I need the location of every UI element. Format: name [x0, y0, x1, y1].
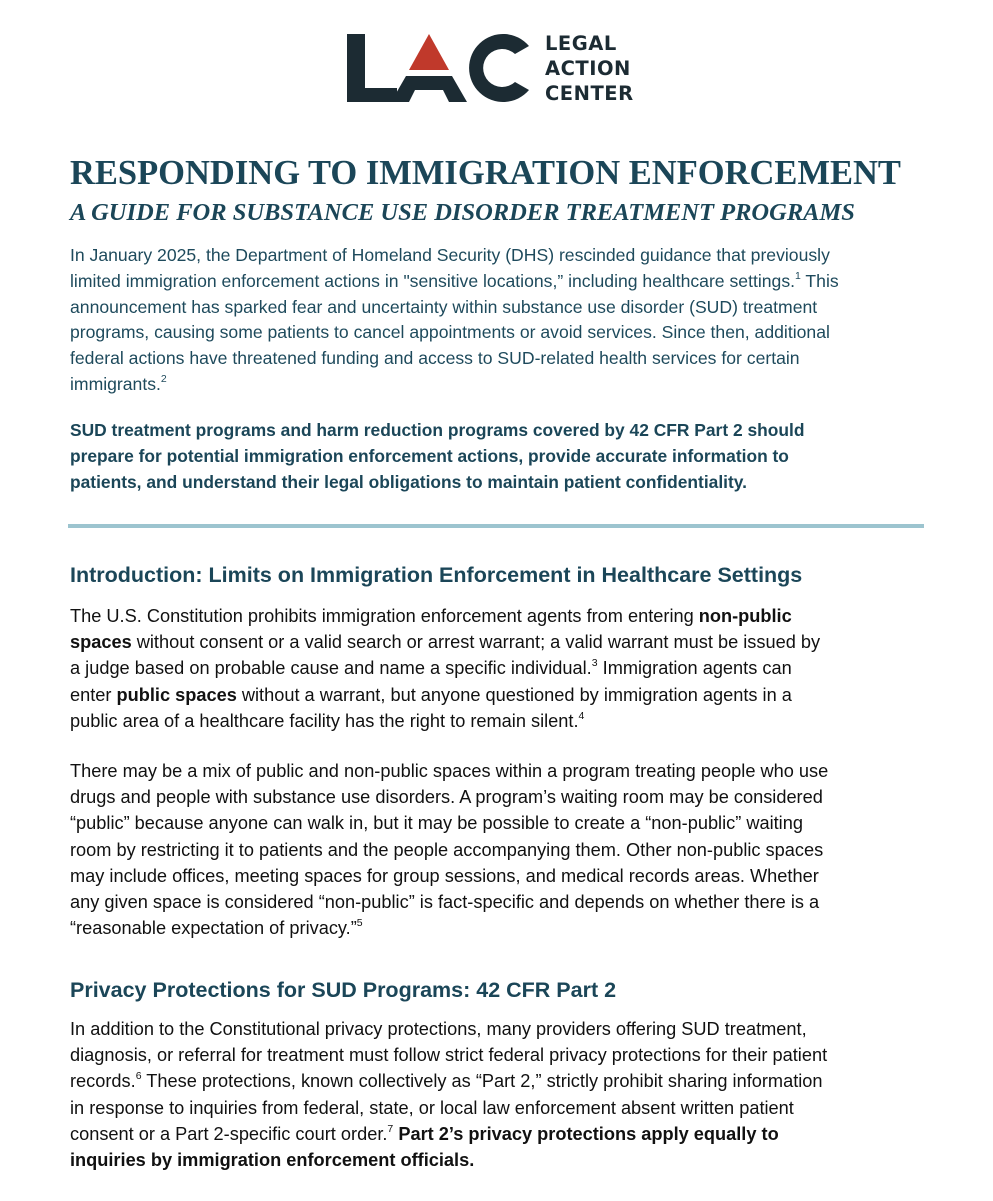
text-line: announcement has sparked fear and uncertainty within substance use disorder (SUD) treatment	[70, 296, 818, 317]
intro-paragraph	[70, 243, 940, 398]
logo-text-line: CENTER	[545, 81, 634, 105]
text-line: may include offices, meeting spaces for group sessions, and medical records areas. Whether	[70, 865, 819, 886]
text-line: drugs and people with substance use disorders. A program’s waiting room may be considered	[70, 787, 823, 808]
text-line: programs, causing some patients to cancel appointments or avoid services. Since then, additional	[70, 322, 830, 343]
text-line: public area of a healthcare facility has the right to remain silent.$^4$	[70, 709, 585, 731]
text-line: room by restricting it to patients and the people accompanying them. Other non-public spaces	[70, 839, 824, 860]
text-line: spaces without consent or a valid search or arrest warrant; a valid warrant must be issued by	[70, 632, 821, 653]
footnote-ref-2[interactable]: 2	[160, 373, 167, 386]
text-line: prepare for potential immigration enforcement actions, provide accurate information to	[70, 445, 789, 466]
text-line: There may be a mix of public and non-public spaces within a program treating people who use	[70, 761, 829, 781]
text-line: inquiries by immigration enforcement officials.	[70, 1150, 475, 1171]
section-heading-privacy: Privacy Protections for SUD Programs: 42 CFR Part 2	[70, 978, 617, 1002]
text-line: diagnosis, or referral for treatment must follow strict federal privacy protections for their patient	[70, 1045, 828, 1066]
privacy-paragraph-1	[70, 1016, 940, 1173]
text-line: “public” because anyone can walk in, but it may be possible to create a “non-public” waiting	[70, 813, 803, 834]
text-line: consent or a Part 2-specific court order.$^7$ Part 2’s privacy protections apply equally to	[70, 1122, 779, 1144]
footnote-ref-1[interactable]: 1	[795, 269, 801, 282]
text-line: immigrants.$^2$	[70, 373, 167, 394]
footnote-ref-7[interactable]: 7	[387, 1122, 394, 1135]
text-line: “reasonable expectation of privacy.”$^5$	[70, 917, 363, 939]
introduction-paragraph-1	[70, 603, 940, 734]
text-line: SUD treatment programs and harm reduction programs covered by 42 CFR Part 2 should	[70, 420, 805, 440]
text-line: The U.S. Constitution prohibits immigration enforcement agents from entering non-public	[70, 606, 792, 626]
document-subtitle: A GUIDE FOR SUBSTANCE USE DISORDER TREATMENT PROGRAMS	[70, 199, 855, 226]
document-title: RESPONDING TO IMMIGRATION ENFORCEMENT	[70, 154, 901, 192]
footnote-ref-6[interactable]: 6	[135, 1070, 142, 1083]
footnote-ref-5[interactable]: 5	[356, 917, 363, 930]
logo-text-line: ACTION	[545, 56, 631, 80]
text-line: limited immigration enforcement actions in "sensitive locations,” including healthcare settings.$^1$ This	[70, 269, 839, 291]
logo-wordmark	[545, 31, 634, 106]
text-line: enter public spaces without a warrant, but anyone questioned by immigration agents in a	[70, 684, 792, 705]
text-line: In addition to the Constitutional privacy protections, many providers offering SUD treatment,	[70, 1019, 807, 1039]
footnote-ref-4[interactable]: 4	[578, 709, 585, 722]
lac-logo-mark-icon	[345, 30, 533, 106]
section-heading-introduction: Introduction: Limits on Immigration Enforcement in Healthcare Settings	[70, 563, 803, 587]
footnote-ref-3[interactable]: 3	[591, 657, 598, 670]
text-line: patients, and understand their legal obligations to maintain patient confidentiality.	[70, 471, 748, 492]
logo-text-line: LEGAL	[545, 31, 617, 55]
key-callout	[70, 418, 940, 495]
introduction-paragraph-2	[70, 758, 940, 941]
lac-logo	[345, 30, 634, 106]
text-line: federal actions have threatened funding and access to SUD-related health services for certain	[70, 348, 800, 369]
text-line: any given space is considered “non-public” is fact-specific and depends on whether there is a	[70, 892, 820, 913]
text-line: in response to inquiries from federal, state, or local law enforcement absent written patient	[70, 1097, 794, 1118]
section-divider	[68, 524, 924, 528]
text-line: a judge based on probable cause and name a specific individual.$^3$ Immigration agents can	[70, 657, 792, 679]
text-line: In January 2025, the Department of Homeland Security (DHS) rescinded guidance that previously	[70, 245, 830, 265]
text-line: records.$^6$ These protections, known collectively as “Part 2,” strictly prohibit sharing information	[70, 1070, 823, 1092]
